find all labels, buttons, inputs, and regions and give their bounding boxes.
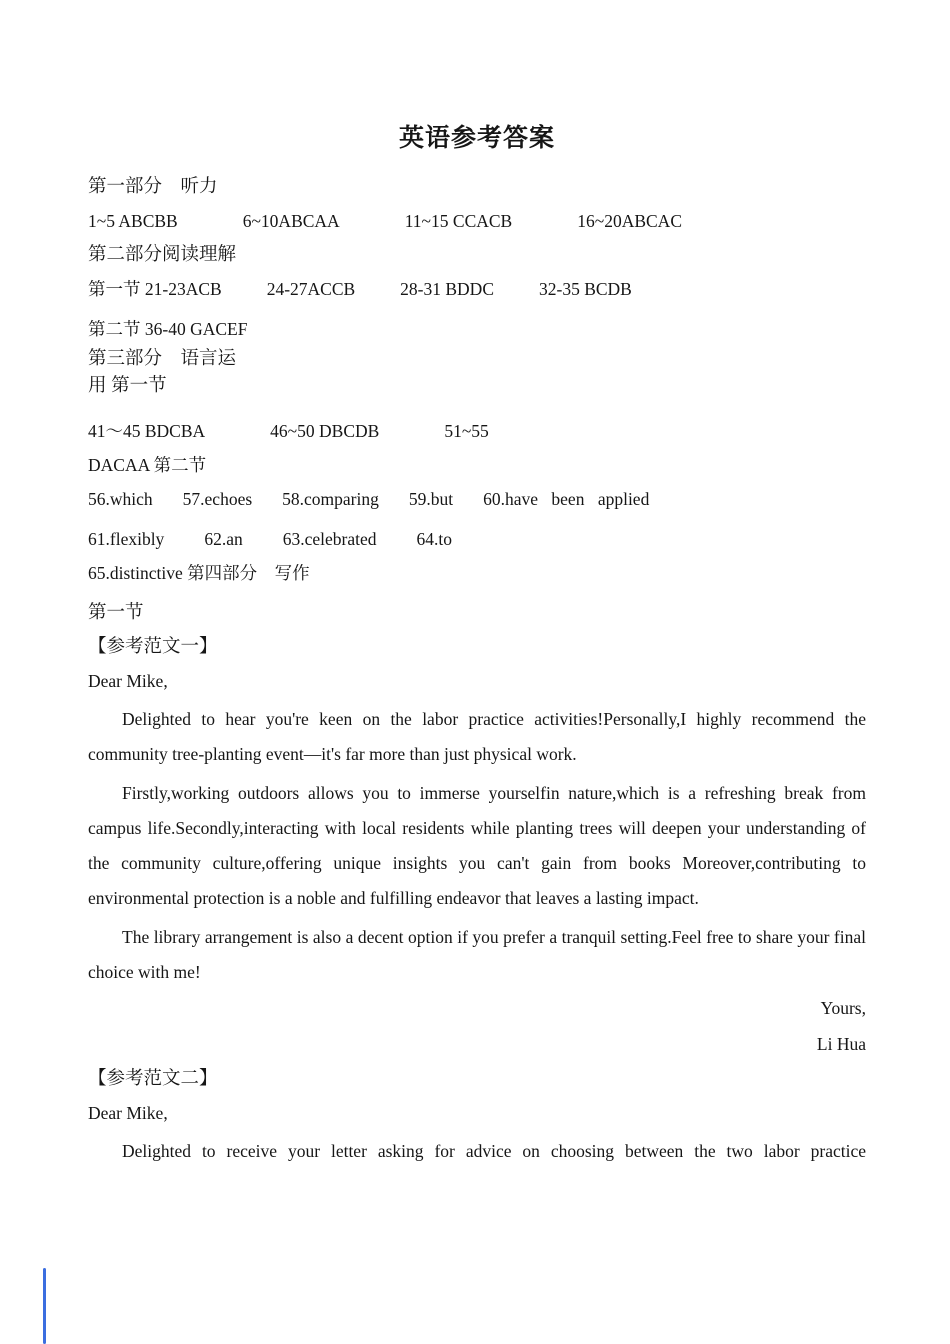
essay1-closing: Yours, <box>820 998 866 1018</box>
writing-section1-heading: 第一节 <box>88 603 144 623</box>
answer-57: 57.echoes <box>182 489 253 509</box>
doc-title: 英语参考答案 <box>398 125 555 152</box>
listening-group-2: 6~10ABCAA <box>242 211 340 231</box>
essay1-label: 【参考范文一】 <box>88 637 218 657</box>
answer-58: 58.comparing <box>282 489 379 509</box>
document-content <box>88 0 866 1169</box>
reading-s1-group-3: 28-31 BDDC <box>400 279 494 299</box>
reading-s1-group-1: 第一节 21-23ACB <box>88 279 222 299</box>
listening-answers-row <box>88 204 866 238</box>
essay2-label: 【参考范文二】 <box>88 1069 218 1089</box>
part2-heading: 第二部分阅读理解 <box>88 245 237 265</box>
answer-56: 56.which <box>88 489 153 509</box>
cloze-answers-row <box>88 414 866 448</box>
reading-section1-row <box>88 272 866 306</box>
part3-heading-line2: 用 第一节 <box>88 376 167 396</box>
grammar-row-2 <box>88 522 866 556</box>
answer-64: 64.to <box>416 529 452 549</box>
cloze-continued-line: DACAA 第二节 <box>88 455 207 475</box>
reading-s1-group-4: 32-35 BCDB <box>539 279 632 299</box>
essay1-signature: Li Hua <box>816 1034 866 1054</box>
reading-s1-group-2: 24-27ACCB <box>266 279 356 299</box>
essay1-paragraph-3: The library arrangement is also a decent option if you prefer a tranquil setting.Feel free to share your final choice with me! <box>88 927 866 982</box>
listening-group-1: 1~5 ABCBB <box>88 211 178 231</box>
essay1-paragraph-2: Firstly,working outdoors allows you to immerse yourselfin nature,which is a refreshing break from campus life.Secondly,interacting with local residents while planting trees will deepen your understanding of the community culture,offering unique insights you can't gain from books Moreover,contributing to environmental protection is a noble and fulfilling endeavor that leaves a lasting impact. <box>88 783 866 908</box>
answer-60: 60.have been applied <box>483 489 650 509</box>
listening-group-4: 16~20ABCAC <box>577 211 682 231</box>
answer-62: 62.an <box>204 529 243 549</box>
cloze-group-1: 41～45 BDCBA <box>88 421 206 441</box>
answer-61: 61.flexibly <box>88 529 165 549</box>
grammar-row-3: 65.distinctive 第四部分 写作 <box>88 563 310 583</box>
essay2-paragraph-1: Delighted to receive your letter asking for advice on choosing between the two labor practice <box>122 1141 866 1161</box>
cloze-group-3: 51~55 <box>444 421 489 441</box>
grammar-row-1 <box>88 482 866 516</box>
essay2-salutation: Dear Mike, <box>88 1103 168 1123</box>
answer-63: 63.celebrated <box>282 529 377 549</box>
blue-annotation-stroke <box>43 1268 46 1344</box>
essay1-salutation: Dear Mike, <box>88 671 168 691</box>
part1-heading: 第一部分 听力 <box>88 177 218 197</box>
answer-59: 59.but <box>408 489 454 509</box>
cloze-group-2: 46~50 DBCDB <box>270 421 380 441</box>
listening-group-3: 11~15 CCACB <box>404 211 513 231</box>
reading-section2-line: 第二节 36-40 GACEF <box>88 319 248 339</box>
essay1-paragraph-1: Delighted to hear you're keen on the labor practice activities!Personally,I highly recommend the community tree-planting event—it's far more than just physical work. <box>88 709 866 764</box>
part3-heading-line1: 第三部分 语言运 <box>88 349 237 369</box>
